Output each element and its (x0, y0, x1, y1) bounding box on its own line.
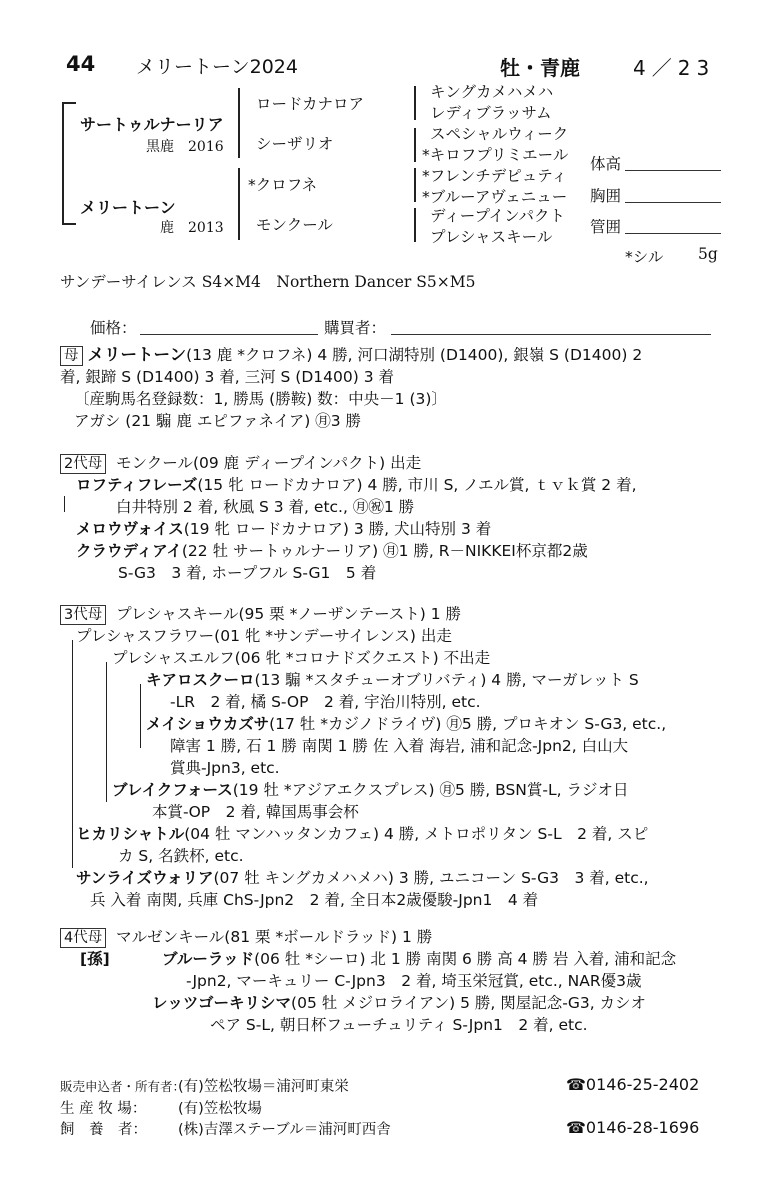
dam-tag: 母 (60, 346, 83, 366)
sex-color: 牡・青鹿 (500, 56, 580, 80)
sd-line-4: (22 牡 サートゥルナーリア) ㊊1 勝, R－NIKKEI杯京都2歳 (181, 542, 588, 560)
second-dam-section (60, 452, 637, 584)
td-line-6: 障害 1 勝, 石 1 勝 南関 1 勝 佐 入着 海岩, 浦和記念-Jpn2, 白山大 (170, 737, 629, 755)
dam-line-2: 着, 銀蹄 S (D1400) 3 着, 三河 S (D1400) 3 着 (60, 368, 394, 386)
birth-date: 4／23 (633, 56, 716, 80)
fd-line-3: (05 牡 メジロライアン) 5 勝, 関屋記念-G3, カシオ (291, 994, 647, 1012)
td-line-12: (07 牡 キングカメハメハ) 3 勝, ユニコーン S-G3 3 着, etc., (213, 869, 649, 887)
g3-2: レディブラッサム (430, 104, 552, 122)
sd-line-1: (15 牝 ロードカナロア) 4 勝, 市川 S, ノエル賞, ｔｖｋ賞 2 着, (197, 476, 637, 494)
dam-dam: モンクール (256, 216, 333, 234)
breeder: (有)笠松牧場 (178, 1101, 262, 1117)
sire-dam: シーザリオ (256, 135, 334, 153)
g3-7: ディープインパクト (430, 207, 566, 225)
height-label: 体高 (590, 155, 622, 173)
keeper-label: 飼 養 者： (60, 1122, 147, 1138)
seller-label: 販売申込者・所有者： (60, 1079, 186, 1094)
dam-sire: *クロフネ (248, 176, 318, 194)
sire-info: 黒鹿 2016 (146, 139, 224, 155)
price-label: 価格： (90, 319, 137, 337)
fd-bold-3: レッツゴーキリシマ (152, 994, 292, 1012)
fd-line-1: (06 牡 *シーロ) 北 1 勝 南関 6 勝 高 4 勝 岩 入着, 浦和記念 (254, 950, 677, 968)
price-line (140, 334, 318, 335)
td-line-7: 賞典-Jpn3, etc. (170, 759, 280, 777)
td-line-1: プレシャスフラワー(01 牝 *サンデーサイレンス) 出走 (76, 627, 452, 645)
g3-4: *キロフプリミエール (422, 146, 569, 164)
lot-number: 44 (66, 52, 96, 76)
td-line-2: プレシャスエルフ(06 牝 *コロナドズクエスト) 不出走 (112, 649, 491, 667)
note-right: 5g (698, 245, 718, 263)
td-line-8: (19 牡 *アジアエクスプレス) ㊊5 勝, BSN賞-L, ラジオ日 (232, 781, 629, 799)
third-dam-tag: 3代母 (60, 605, 106, 625)
dam-info: 鹿 2013 (160, 220, 224, 236)
buyer-line (391, 334, 711, 335)
sd-bold-3: メロウヴォイス (76, 520, 184, 538)
chest-label: 胸囲 (590, 187, 622, 205)
td-line-4: -LR 2 着, 橘 S-OP 2 着, 宇治川特別, etc. (170, 693, 481, 711)
keeper: (株)吉澤ステーブル＝浦河町西舎 (178, 1122, 391, 1138)
td-bold-5: メイショウカズサ (146, 715, 270, 733)
fourth-dam-section (60, 926, 676, 1036)
dam-line-4: アガシ (21 騸 鹿 エピファネイア) ㊊3 勝 (74, 412, 362, 430)
inbreeding: サンデーサイレンス S4×M4 Northern Dancer S5×M5 (60, 273, 476, 291)
dam-line-3: 〔産駒馬名登録数：1, 勝馬 (勝鞍) 数：中央－1 (3)〕 (74, 390, 447, 408)
dam-name: メリートーン (80, 198, 176, 217)
td-line-9: 本賞-OP 2 着, 韓国馬事会杯 (152, 803, 359, 821)
note-left: *シル (625, 248, 664, 266)
sd-line-2: 白井特別 2 着, 秋風 S 3 着, etc., ㊊㊗1 勝 (116, 498, 415, 516)
g3-8: プレシャスキール (430, 228, 553, 246)
td-line-3: (13 騸 *スタチューオブリバティ) 4 勝, マーガレット S (254, 671, 639, 689)
third-dam-head: プレシャスキール(95 栗 *ノーザンテースト) 1 勝 (116, 605, 462, 623)
dam-bold: メリートーン (87, 345, 187, 364)
fd-line-2: -Jpn2, マーキュリー C-Jpn3 2 着, 埼玉栄冠賞, etc., NAR優3歳 (186, 972, 642, 990)
td-bold-10: ヒカリシャトル (76, 825, 185, 843)
td-bold-8: ブレイクフォース (112, 781, 233, 799)
g3-5: *フレンチデピュティ (422, 167, 568, 185)
g3-3: スペシャルウィーク (430, 125, 569, 143)
fd-line-4: ペア S-L, 朝日杯フューチュリティ S-Jpn1 2 着, etc. (210, 1016, 588, 1034)
horse-name: メリートーン2024 (136, 56, 298, 78)
breeder-label: 生 産 牧 場： (60, 1101, 147, 1117)
g3-6: *ブルーアヴェニュー (422, 188, 568, 206)
dam-section (60, 344, 642, 432)
td-bold-3: キアロスクーロ (146, 671, 255, 689)
td-bold-12: サンライズウォリア (76, 869, 214, 887)
td-line-11: カ S, 名鉄杯, etc. (118, 847, 244, 865)
dam-line-1: (13 鹿 *クロフネ) 4 勝, 河口湖特別 (D1400), 銀嶺 S (D1400) 2 (186, 346, 643, 364)
fourth-dam-head: マルゼンキール(81 栗 *ボールドラッド) 1 勝 (116, 928, 433, 946)
cannon-label: 管囲 (590, 218, 622, 236)
buyer-label: 購買者： (324, 319, 387, 337)
td-line-10: (04 牡 マンハッタンカフェ) 4 勝, メトロポリタン S-L 2 着, スピ (184, 825, 649, 843)
sire-sire: ロードカナロア (256, 95, 365, 113)
third-dam-section (60, 603, 666, 911)
sd-line-3: (19 牝 ロードカナロア) 3 勝, 犬山特別 3 着 (183, 520, 492, 538)
sd-line-5: S-G3 3 着, ホープフル S-G1 5 着 (118, 564, 377, 582)
fourth-dam-tag: 4代母 (60, 928, 106, 948)
sd-bold-4: クラウディアイ (76, 542, 182, 560)
td-line-13: 兵 入着 南関, 兵庫 ChS-Jpn2 2 着, 全日本2歳優駿-Jpn1 4 着 (90, 891, 539, 909)
seller-phone: ☎0146-25-2402 (566, 1075, 700, 1094)
g3-1: キングカメハメハ (430, 83, 554, 101)
td-line-5: (17 牡 *カジノドライヴ) ㊊5 勝, プロキオン S-G3, etc., (269, 715, 667, 733)
sire-name: サートゥルナーリア (80, 115, 224, 134)
second-dam-tag: 2代母 (60, 454, 106, 474)
fd-bold-1: ブルーラッド (162, 950, 255, 968)
son-tag: [孫] (80, 950, 110, 968)
sd-bold-1: ロフティフレーズ (76, 476, 198, 494)
keeper-phone: ☎0146-28-1696 (566, 1118, 700, 1137)
seller: (有)笠松牧場＝浦河町東栄 (178, 1079, 349, 1095)
second-dam-head: モンクール(09 鹿 ディープインパクト) 出走 (116, 454, 422, 472)
